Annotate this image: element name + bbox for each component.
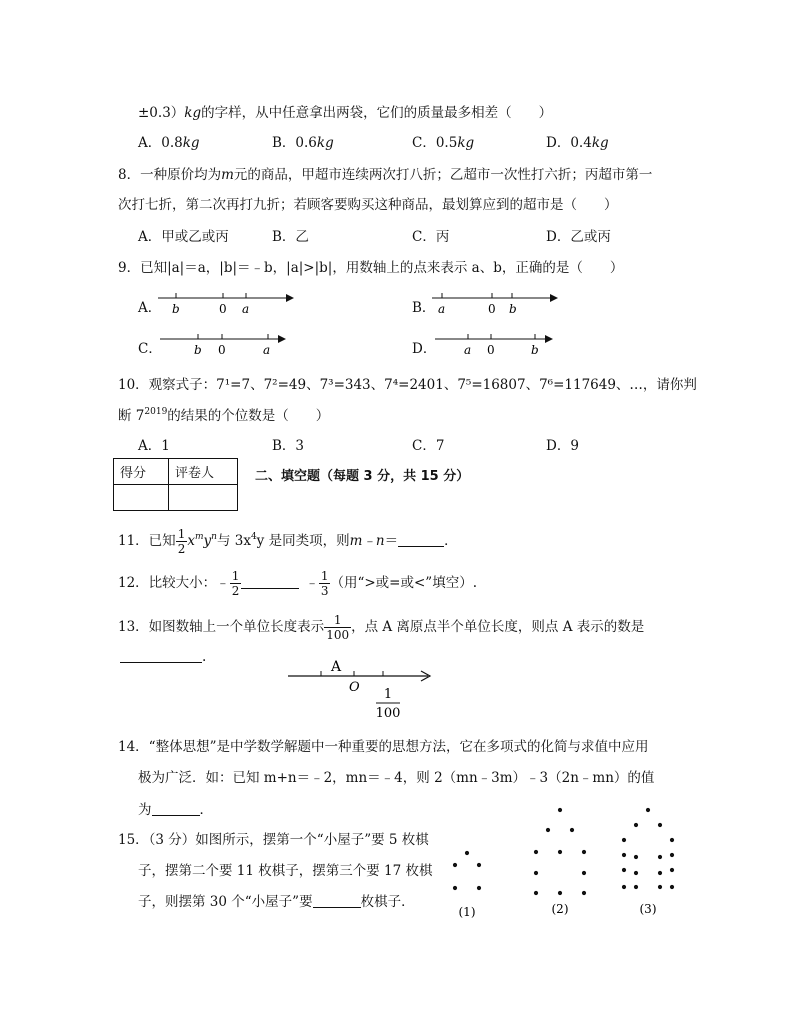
q12: 12．比较大小：﹣ $\frac{1}{2}$ ﹣ $\frac{1}{3}$ （用“>或=或<”填空）. (118, 569, 477, 598)
q13-answer-blank[interactable] (120, 649, 202, 663)
house-2-dot (558, 850, 562, 854)
house-2-dot (558, 891, 562, 895)
q9-option-b-numberline (432, 286, 572, 316)
q7-tail: ±0.3）kg的字样，从中任意拿出两袋，它们的质量最多相差（ ） (138, 105, 553, 121)
q9-option-c-numberline (160, 327, 300, 357)
q13-number-line (288, 656, 448, 721)
q10-option-c[interactable]: C．7 (412, 438, 445, 454)
q12-answer-blank[interactable] (241, 575, 299, 589)
section2-title: 二、填空题（每题 3 分，共 15 分） (255, 469, 470, 484)
q11: 11．已知 $\frac{1}{2}$ $x^my^n$与 $3x^4y$ 是同类项，则m﹣n＝ ． (118, 527, 458, 556)
house-1-dot (477, 863, 481, 867)
q10-line2: 断 $7^{2019}$的结果的个位数是（ ） (118, 407, 330, 424)
house-3-dot (646, 808, 650, 812)
q9-option-a-numberline (158, 286, 298, 316)
q9-option-d-numberline (435, 327, 575, 357)
q13-unit-den: 100 (375, 706, 401, 721)
house-2-dot (558, 808, 562, 812)
q14-line3: 为 ． (138, 802, 213, 818)
house-2-dot (570, 828, 574, 832)
q15-answer-blank[interactable] (313, 894, 361, 908)
q13-line1: 13．如图数轴上一个单位长度表示 $\frac{1}{100}$ ，点 A 离原点半个单位长度，则点 A 表示的数是 (118, 613, 645, 642)
q10-option-d[interactable]: D．9 (546, 438, 579, 454)
house-3-dot (634, 823, 638, 827)
q9-stem: 9．已知|a|＝a，|b|＝﹣b，|a|>|b|，用数轴上的点来表示 a、b，正确的是（ ） (118, 260, 624, 276)
q9-option-c-letter[interactable]: C． (138, 341, 162, 357)
q8-option-b[interactable]: B．乙 (272, 229, 309, 245)
house-2-dot (582, 871, 586, 875)
q8-line2: 次打七折，第二次再打九折；若顾客要购买这种商品，最划算应到的超市是（ ） (118, 197, 618, 213)
q8-option-a[interactable]: A．甲或乙或丙 (138, 229, 229, 245)
score-cell[interactable] (114, 485, 169, 511)
q8-option-d[interactable]: D．乙或丙 (546, 229, 611, 245)
q9-b-label-a: a (438, 302, 446, 316)
house-3-dot (622, 853, 626, 857)
q14-line2: 极为广泛．如：已知 m+n＝﹣2，mn＝﹣4，则 2（mn﹣3m）﹣3（2n﹣mn）的值 (138, 770, 655, 786)
house-3-dot (670, 885, 674, 889)
q13-line2: . (120, 648, 206, 666)
q11-answer-blank[interactable] (398, 533, 444, 547)
q10-option-a[interactable]: A．1 (138, 438, 170, 454)
house-3-dot (634, 871, 638, 875)
q9-d-label-b: b (531, 343, 539, 357)
q14-answer-blank[interactable] (152, 802, 200, 816)
house-2-dot (534, 850, 538, 854)
house-2-dot (582, 850, 586, 854)
q9-option-d-letter[interactable]: D． (412, 341, 437, 357)
house-3-dot (634, 855, 638, 859)
q15-line3: 子，则摆第 30 个“小屋子”要 枚棋子． (138, 894, 415, 910)
house-3-dot (670, 868, 674, 872)
grader-cell[interactable] (169, 485, 238, 511)
house-2-dot (546, 828, 550, 832)
q7-option-a[interactable]: A．0.8kg (138, 135, 200, 151)
q9-option-a-letter[interactable]: A． (138, 300, 162, 316)
q14-line1: 14．“整体思想”是中学数学解题中一种重要的思想方法，它在多项式的化简与求值中应用 (118, 739, 649, 755)
q15-line1: 15．（3 分）如图所示，摆第一个“小屋子”要 5 枚棋 (118, 832, 429, 848)
q11-fraction: $\frac{1}{2}$ (177, 527, 186, 556)
q13-unit-num: 1 (383, 687, 393, 702)
q13-point-a-label: A (331, 659, 342, 675)
figure-label-3: (3) (639, 902, 657, 916)
q9-d-label-a: a (464, 343, 472, 357)
house-3-dot (658, 885, 662, 889)
q9-b-label-b: b (509, 302, 517, 316)
q9-a-label-b: b (172, 302, 180, 316)
q9-option-b-letter[interactable]: B． (412, 300, 436, 316)
q15-house-figures (440, 805, 690, 925)
q8-line1: 8．一种原价均为m元的商品，甲超市连续两次打八折；乙超市一次性打六折；丙超市第一 (118, 167, 653, 183)
q9-a-label-0: 0 (219, 302, 227, 316)
house-3-dot (622, 885, 626, 889)
q10-option-b[interactable]: B．3 (272, 438, 305, 454)
q9-c-label-b: b (194, 343, 202, 357)
grader-header: 评卷人 (169, 459, 238, 485)
q8-option-c[interactable]: C．丙 (412, 229, 450, 245)
q10-line1: 10．观察式子：7¹=7、7²=49、7³=343、7⁴=2401、7⁵=16807、7⁶=117649、…，请你判 (118, 377, 697, 393)
q7-option-b[interactable]: B．0.6kg (272, 135, 334, 151)
house-3-dot (634, 885, 638, 889)
figure-label-1: (1) (458, 905, 476, 919)
q9-d-label-0: 0 (487, 343, 495, 357)
house-3-dot (658, 823, 662, 827)
q9-c-label-0: 0 (218, 343, 226, 357)
q7-option-c[interactable]: C．0.5kg (412, 135, 475, 151)
house-1-dot (465, 851, 469, 855)
q9-c-label-a: a (263, 343, 271, 357)
q7-option-d[interactable]: D．0.4kg (546, 135, 609, 151)
q9-b-label-0: 0 (488, 302, 496, 316)
house-2-dot (534, 871, 538, 875)
q15-line2: 子，摆第二个要 11 枚棋子，摆第三个要 17 枚棋 (138, 863, 433, 879)
house-2-dot (534, 891, 538, 895)
score-table (113, 458, 238, 511)
figure-label-2: (2) (551, 902, 569, 916)
house-3-dot (658, 855, 662, 859)
house-1-dot (453, 863, 457, 867)
house-1-dot (453, 886, 457, 890)
house-3-dot (622, 868, 626, 872)
house-1-dot (477, 886, 481, 890)
house-3-dot (670, 838, 674, 842)
q9-a-label-a: a (242, 302, 250, 316)
house-3-dot (658, 871, 662, 875)
score-header: 得分 (114, 459, 169, 485)
house-2-dot (582, 891, 586, 895)
q13-origin-label: O (349, 680, 360, 695)
house-3-dot (670, 853, 674, 857)
house-3-dot (622, 838, 626, 842)
